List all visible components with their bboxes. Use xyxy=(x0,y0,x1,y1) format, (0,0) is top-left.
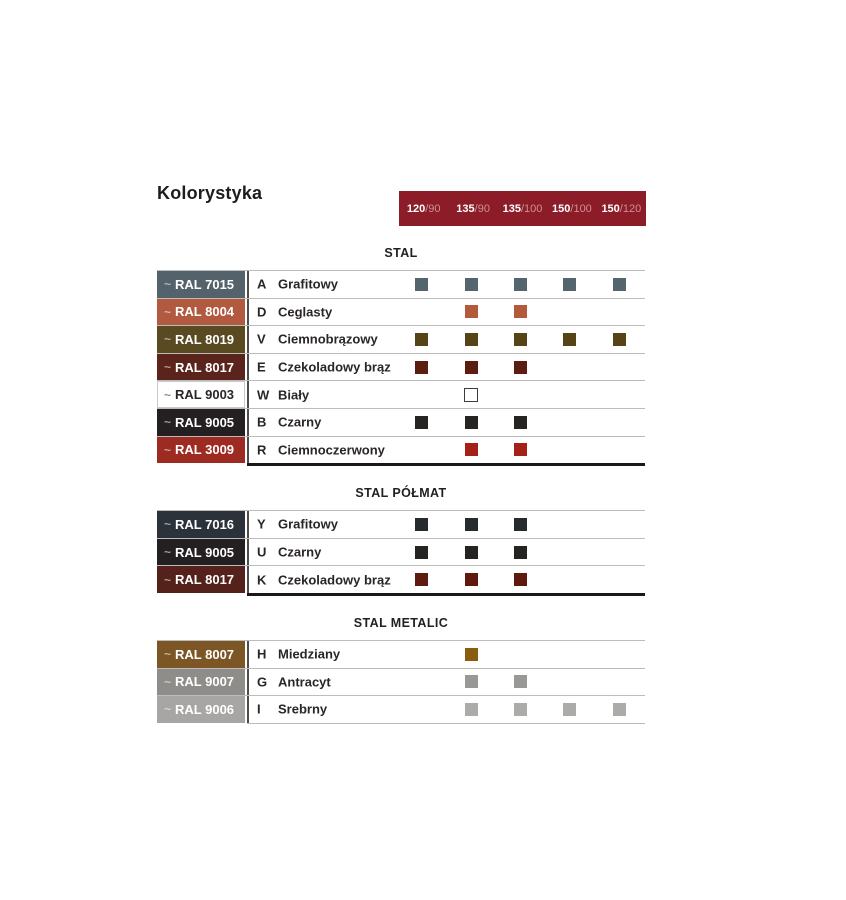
availability-slot xyxy=(446,271,495,298)
row-cells xyxy=(247,566,645,593)
size-main-text: 120 xyxy=(406,202,426,215)
availability-slot xyxy=(397,539,446,566)
color-row xyxy=(157,565,645,593)
tilde-prefix: ~ xyxy=(164,304,172,319)
color-name: Biały xyxy=(278,387,310,403)
availability-slots xyxy=(397,437,644,464)
availability-slot xyxy=(496,271,545,298)
ral-code: RAL 9003 xyxy=(175,387,235,403)
availability-slots xyxy=(397,271,644,298)
availability-swatch xyxy=(415,573,428,586)
ral-code: RAL 7016 xyxy=(175,516,235,532)
availability-swatch xyxy=(465,305,478,318)
availability-swatch xyxy=(514,443,527,456)
row-cells xyxy=(247,299,645,326)
ral-label xyxy=(157,326,245,353)
color-row xyxy=(157,298,645,326)
availability-swatch xyxy=(514,573,527,586)
color-letter-code: H xyxy=(257,646,267,662)
availability-slot xyxy=(496,641,545,668)
availability-slots xyxy=(397,511,644,538)
availability-slot xyxy=(545,409,594,436)
availability-slot xyxy=(397,437,446,464)
tilde-prefix: ~ xyxy=(164,647,172,662)
availability-slots xyxy=(397,326,644,353)
availability-swatch xyxy=(465,361,478,374)
availability-slot xyxy=(446,326,495,353)
table-bottom-line xyxy=(247,463,645,466)
color-letter-code: I xyxy=(257,701,261,717)
ral-label xyxy=(157,437,245,464)
color-letter-code: U xyxy=(257,544,267,560)
availability-slot xyxy=(595,354,644,381)
color-name: Ciemnobrązowy xyxy=(278,331,378,347)
availability-slot xyxy=(446,669,495,696)
availability-slot xyxy=(397,271,446,298)
availability-slot xyxy=(397,381,446,408)
availability-swatch xyxy=(465,518,478,531)
availability-slot xyxy=(496,381,545,408)
row-cells xyxy=(247,669,645,696)
availability-slot xyxy=(496,437,545,464)
availability-slots xyxy=(397,539,644,566)
ral-code: RAL 9006 xyxy=(175,701,235,717)
tilde-prefix: ~ xyxy=(164,332,172,347)
availability-slots xyxy=(397,299,644,326)
availability-slot xyxy=(496,409,545,436)
availability-slot xyxy=(545,354,594,381)
table-bottom-line xyxy=(247,723,645,724)
availability-slots xyxy=(397,566,644,593)
availability-slot xyxy=(545,381,594,408)
row-cells xyxy=(247,271,645,298)
color-letter-code: G xyxy=(257,674,268,690)
availability-swatch xyxy=(563,333,576,346)
availability-slot xyxy=(595,381,644,408)
availability-swatch xyxy=(465,703,478,716)
availability-slot xyxy=(397,326,446,353)
color-name: Grafitowy xyxy=(278,276,338,292)
availability-swatch xyxy=(514,416,527,429)
section-stal xyxy=(157,245,645,466)
availability-slot xyxy=(545,696,594,723)
availability-slot xyxy=(397,511,446,538)
size-header-banner xyxy=(399,191,646,226)
availability-swatch xyxy=(465,648,478,661)
ral-label xyxy=(157,271,245,298)
availability-swatch xyxy=(465,675,478,688)
row-cells xyxy=(247,641,645,668)
row-cells xyxy=(247,326,645,353)
availability-slot xyxy=(446,437,495,464)
color-name: Antracyt xyxy=(278,674,331,690)
availability-slot xyxy=(496,696,545,723)
availability-slot xyxy=(397,354,446,381)
row-cells xyxy=(247,696,645,723)
availability-slots xyxy=(397,409,644,436)
page-title: Kolorystyka xyxy=(157,183,263,203)
color-letter-code: R xyxy=(257,442,267,458)
section-title: STAL xyxy=(384,246,418,260)
table-bottom-line xyxy=(247,593,645,596)
color-row xyxy=(157,668,645,696)
color-name: Czekoladowy brąz xyxy=(278,572,391,588)
tilde-prefix: ~ xyxy=(164,277,172,292)
ral-code: RAL 9007 xyxy=(175,674,235,690)
size-column-label xyxy=(547,203,596,215)
ral-label xyxy=(157,669,245,696)
availability-swatch xyxy=(613,333,626,346)
availability-slot xyxy=(446,696,495,723)
size-column-label xyxy=(498,203,547,215)
availability-swatch xyxy=(514,333,527,346)
ral-code: RAL 8017 xyxy=(175,359,235,375)
availability-slot xyxy=(545,539,594,566)
availability-swatch xyxy=(465,573,478,586)
ral-label xyxy=(157,696,245,723)
color-letter-code: W xyxy=(257,387,270,403)
size-main-text: 150 xyxy=(552,202,571,215)
color-name: Czarny xyxy=(278,544,322,560)
color-letter-code: E xyxy=(257,359,266,375)
availability-slot xyxy=(446,511,495,538)
availability-slots xyxy=(397,381,644,408)
availability-slot xyxy=(496,354,545,381)
availability-slot xyxy=(595,271,644,298)
availability-slot xyxy=(595,326,644,353)
availability-slot xyxy=(545,437,594,464)
availability-slot xyxy=(545,641,594,668)
availability-slot xyxy=(595,669,644,696)
size-suffix-text: /90 xyxy=(425,202,441,215)
availability-swatch xyxy=(613,278,626,291)
color-sections xyxy=(157,245,645,724)
row-cells xyxy=(247,437,645,464)
color-name: Czekoladowy brąz xyxy=(278,359,391,375)
ral-code: RAL 7015 xyxy=(175,276,235,292)
color-row xyxy=(157,640,645,668)
availability-swatch xyxy=(415,518,428,531)
availability-swatch xyxy=(465,278,478,291)
color-row xyxy=(157,510,645,538)
color-letter-code: K xyxy=(257,572,267,588)
availability-swatch xyxy=(464,388,478,402)
row-cells xyxy=(247,539,645,566)
color-row xyxy=(157,380,645,408)
availability-swatch xyxy=(514,518,527,531)
color-name: Grafitowy xyxy=(278,516,338,532)
size-main-text: 135 xyxy=(456,202,475,215)
ral-label xyxy=(157,566,245,593)
tilde-prefix: ~ xyxy=(164,545,172,560)
color-name: Ciemnoczerwony xyxy=(278,442,385,458)
color-row xyxy=(157,436,645,464)
ral-label xyxy=(157,299,245,326)
availability-slot xyxy=(397,696,446,723)
ral-label xyxy=(157,381,245,408)
availability-swatch xyxy=(613,703,626,716)
availability-swatch xyxy=(415,278,428,291)
availability-swatch xyxy=(465,333,478,346)
ral-code: RAL 8004 xyxy=(175,304,235,320)
size-main-text: 150 xyxy=(601,202,620,215)
availability-swatch xyxy=(563,703,576,716)
availability-swatch xyxy=(415,546,428,559)
availability-slot xyxy=(595,511,644,538)
availability-slots xyxy=(397,354,644,381)
availability-slot xyxy=(595,641,644,668)
availability-slot xyxy=(446,539,495,566)
row-cells xyxy=(247,381,645,408)
ral-label xyxy=(157,409,245,436)
availability-slot xyxy=(446,299,495,326)
color-letter-code: A xyxy=(257,276,267,292)
tilde-prefix: ~ xyxy=(164,360,172,375)
availability-slot xyxy=(446,381,495,408)
availability-swatch xyxy=(563,278,576,291)
section-title: STAL PÓŁMAT xyxy=(355,486,447,501)
availability-slot xyxy=(545,271,594,298)
color-row xyxy=(157,325,645,353)
availability-slot xyxy=(397,669,446,696)
availability-swatch xyxy=(465,416,478,429)
color-letter-code: B xyxy=(257,414,267,430)
availability-slot xyxy=(397,566,446,593)
row-cells xyxy=(247,511,645,538)
color-letter-code: D xyxy=(257,304,267,320)
availability-slot xyxy=(595,437,644,464)
availability-slot xyxy=(496,326,545,353)
availability-slot xyxy=(496,669,545,696)
availability-swatch xyxy=(415,333,428,346)
ral-label xyxy=(157,511,245,538)
availability-slot xyxy=(545,326,594,353)
availability-slot xyxy=(397,641,446,668)
size-column-label xyxy=(448,203,497,215)
size-column-label xyxy=(399,203,448,215)
availability-swatch xyxy=(514,305,527,318)
ral-code: RAL 9005 xyxy=(175,414,235,430)
availability-swatch xyxy=(514,278,527,291)
size-suffix-text: /100 xyxy=(520,202,543,215)
tilde-prefix: ~ xyxy=(164,415,172,430)
tilde-prefix: ~ xyxy=(164,572,172,587)
ral-code: RAL 8017 xyxy=(175,572,235,588)
tilde-prefix: ~ xyxy=(164,674,172,689)
section-title: STAL METALIC xyxy=(353,615,449,630)
availability-swatch xyxy=(415,416,428,429)
availability-slot xyxy=(595,299,644,326)
availability-slot xyxy=(446,354,495,381)
availability-swatch xyxy=(514,546,527,559)
availability-slot xyxy=(496,299,545,326)
tilde-prefix: ~ xyxy=(164,702,172,717)
availability-slot xyxy=(595,539,644,566)
availability-slots xyxy=(397,669,644,696)
availability-slots xyxy=(397,641,644,668)
availability-slot xyxy=(595,696,644,723)
availability-slot xyxy=(446,641,495,668)
availability-swatch xyxy=(514,675,527,688)
availability-slot xyxy=(595,409,644,436)
availability-slot xyxy=(545,299,594,326)
color-row xyxy=(157,695,645,723)
availability-slot xyxy=(496,566,545,593)
ral-label xyxy=(157,539,245,566)
availability-swatch xyxy=(514,361,527,374)
section-stal-metalic xyxy=(157,615,645,724)
availability-slot xyxy=(545,669,594,696)
color-name: Miedziany xyxy=(278,646,341,662)
availability-slot xyxy=(496,539,545,566)
section-stal-p-mat xyxy=(157,485,645,596)
ral-label xyxy=(157,641,245,668)
color-row xyxy=(157,270,645,298)
color-letter-code: V xyxy=(257,331,266,347)
row-cells xyxy=(247,354,645,381)
availability-slot xyxy=(446,409,495,436)
size-column-label xyxy=(597,203,646,215)
availability-slot xyxy=(545,566,594,593)
availability-swatch xyxy=(514,703,527,716)
color-name: Srebrny xyxy=(278,701,328,717)
availability-swatch xyxy=(465,546,478,559)
availability-swatch xyxy=(465,443,478,456)
ral-code: RAL 8007 xyxy=(175,646,235,662)
availability-slots xyxy=(397,696,644,723)
availability-slot xyxy=(496,511,545,538)
size-main-text: 135 xyxy=(502,202,521,215)
availability-slot xyxy=(397,299,446,326)
color-name: Ceglasty xyxy=(278,304,333,320)
color-letter-code: Y xyxy=(257,516,266,532)
tilde-prefix: ~ xyxy=(164,387,172,402)
availability-slot xyxy=(545,511,594,538)
availability-slot xyxy=(446,566,495,593)
availability-slot xyxy=(397,409,446,436)
availability-swatch xyxy=(415,361,428,374)
row-cells xyxy=(247,409,645,436)
color-row xyxy=(157,353,645,381)
size-suffix-text: /120 xyxy=(619,202,642,215)
availability-slot xyxy=(595,566,644,593)
ral-label xyxy=(157,354,245,381)
tilde-prefix: ~ xyxy=(164,517,172,532)
tilde-prefix: ~ xyxy=(164,442,172,457)
color-row xyxy=(157,408,645,436)
size-suffix-text: /100 xyxy=(570,202,592,215)
color-row xyxy=(157,538,645,566)
ral-code: RAL 8019 xyxy=(175,331,235,347)
size-suffix-text: /90 xyxy=(474,202,490,215)
ral-code: RAL 9005 xyxy=(175,544,235,560)
color-name: Czarny xyxy=(278,414,322,430)
ral-code: RAL 3009 xyxy=(175,442,235,458)
